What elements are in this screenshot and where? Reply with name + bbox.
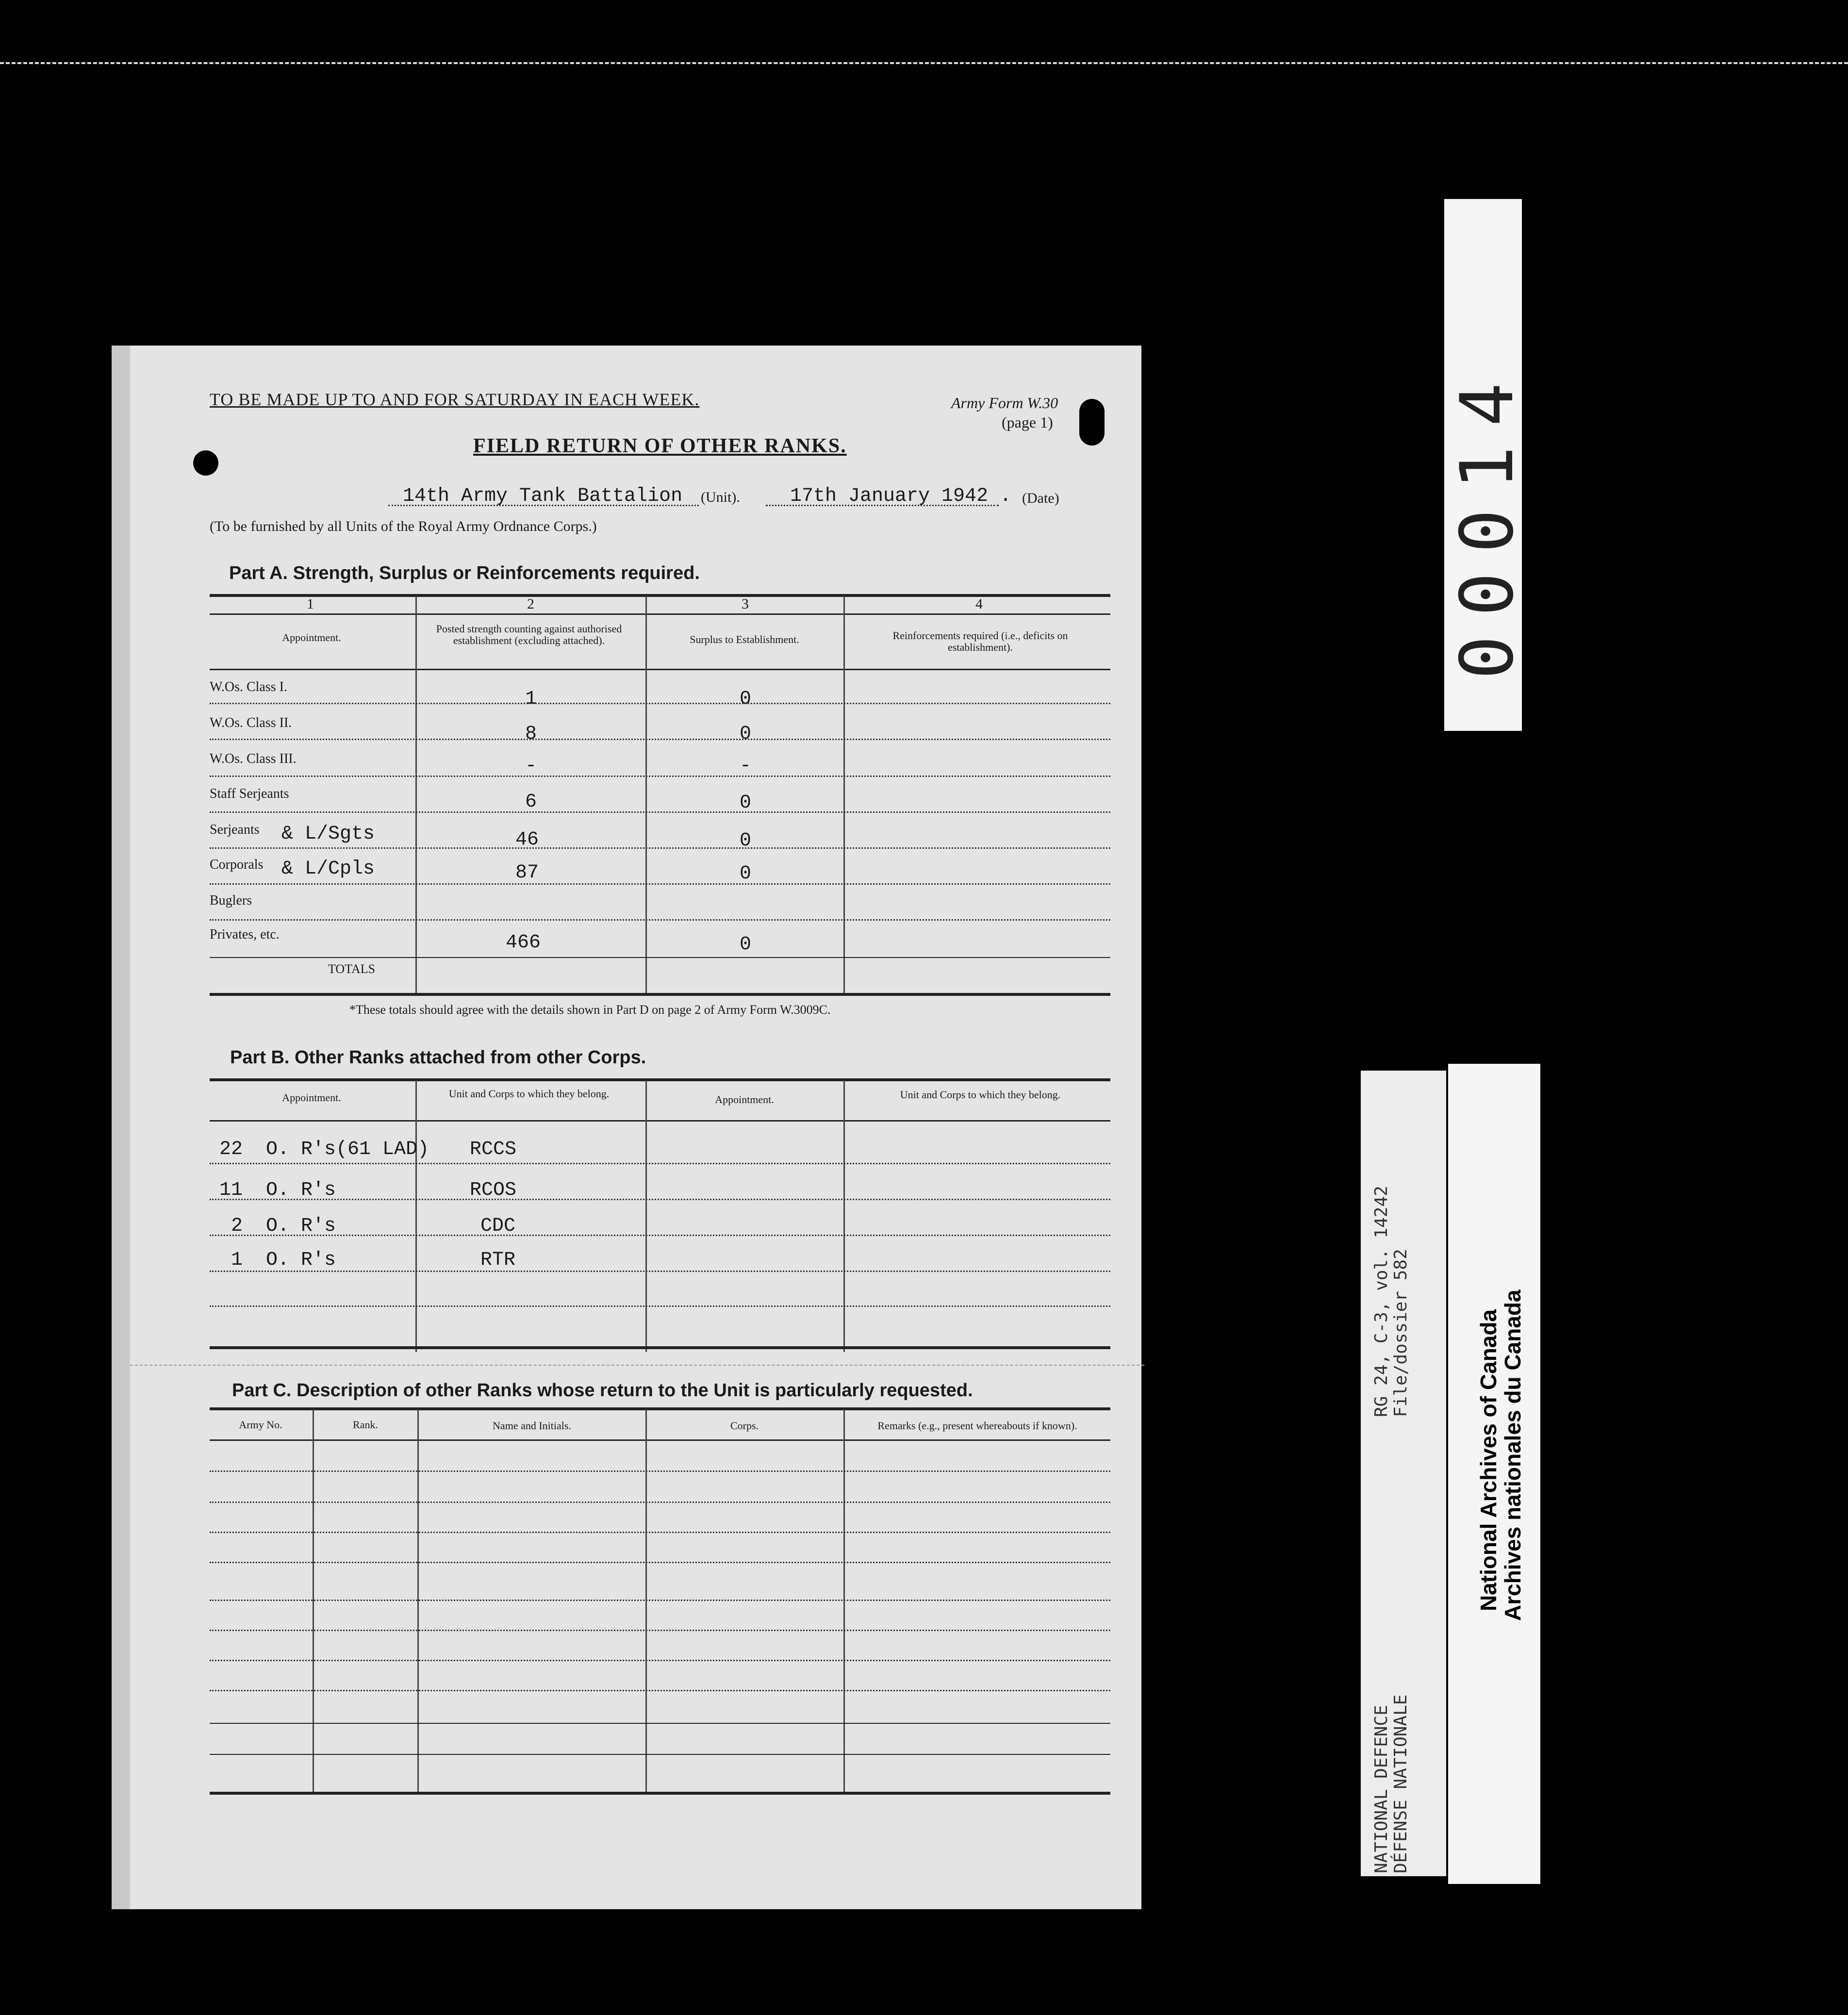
part-c-vline-1 <box>313 1409 314 1794</box>
part-b-row-rule <box>210 1305 1110 1307</box>
part-c-vline-4 <box>843 1409 845 1794</box>
part-b-appointment: 11 O. R's <box>219 1179 336 1201</box>
row-rule <box>210 811 1110 813</box>
row-rule <box>210 957 1110 958</box>
furnished-note: (To be furnished by all Units of the Royal Army Ordnance Corps.) <box>210 518 597 534</box>
defence-line-1: NATIONAL DEFENCE <box>1371 1705 1391 1873</box>
punch-hole-right <box>1079 399 1105 446</box>
surplus-value: 0 <box>740 688 752 710</box>
surplus-value: 0 <box>740 723 752 745</box>
row-rule <box>210 883 1110 885</box>
defence-line-2: DÉFENSE NATIONALE <box>1391 1694 1411 1873</box>
col-header-appointment: Appointment. <box>282 631 341 644</box>
part-b-appointment: 1 O. R's <box>231 1249 336 1271</box>
row-label: W.Os. Class II. <box>210 715 292 730</box>
row-label: Serjeants <box>210 822 260 837</box>
form-id: Army Form W.30 <box>951 394 1058 412</box>
part-b-row-rule <box>210 1271 1110 1272</box>
col-header-reinforcements: Reinforcements required (i.e., deficits on establishment). <box>892 629 1068 653</box>
part-b-row-rule <box>210 1199 1110 1200</box>
frame-number: 00014 <box>1445 363 1530 679</box>
part-a-vline-2 <box>645 596 647 995</box>
part-b-header-rule <box>210 1120 1110 1122</box>
part-b-appointment: 2 O. R's <box>231 1215 336 1237</box>
part-c-bottom-rule <box>210 1792 1110 1795</box>
date-value: 17th January 1942 . <box>790 485 1012 507</box>
page-title: FIELD RETURN OF OTHER RANKS. <box>473 435 847 457</box>
part-b-bottom-rule <box>210 1346 1110 1349</box>
strength-value: 87 <box>515 862 539 884</box>
part-b-top-rule <box>210 1078 1110 1081</box>
row-label: W.Os. Class III. <box>210 751 297 766</box>
part-b-heading: Part B. Other Ranks attached from other Corps. <box>230 1047 646 1068</box>
part-c-col-header-army-no: Army No. <box>239 1419 282 1431</box>
row-label: W.Os. Class I. <box>210 679 287 694</box>
part-c-top-rule <box>210 1407 1110 1410</box>
part-b-unit: CDC <box>480 1215 516 1237</box>
row-rule <box>210 919 1110 921</box>
part-c-row-rule <box>210 1630 1110 1631</box>
surplus-value: 0 <box>740 863 752 885</box>
row-label: Corporals <box>210 857 264 872</box>
row-rule <box>210 847 1110 849</box>
part-a-bottom-rule <box>210 993 1110 996</box>
weekly-note: TO BE MADE UP TO AND FOR SATURDAY IN EACH WEEK. <box>210 390 700 409</box>
part-b-vline-2 <box>645 1080 647 1352</box>
part-c-row-rule <box>210 1532 1110 1533</box>
part-b-unit: RCOS <box>470 1179 517 1201</box>
part-c-row-rule <box>210 1723 1110 1724</box>
part-a-heading: Part A. Strength, Surplus or Reinforcements required. <box>229 563 700 583</box>
part-b-unit: RTR <box>480 1249 516 1271</box>
part-a-vline-1 <box>415 596 417 995</box>
row-rule <box>210 739 1110 740</box>
part-c-row-rule <box>210 1562 1110 1563</box>
col-number-3: 3 <box>742 596 749 612</box>
surplus-value: 0 <box>740 792 752 814</box>
part-b-col-header-3: Appointment. <box>715 1093 774 1106</box>
part-c-row-rule <box>210 1754 1110 1755</box>
strength-value: 6 <box>525 791 537 813</box>
part-b-row-rule <box>210 1235 1110 1236</box>
strength-value: - <box>525 755 537 777</box>
part-c-col-header-name: Name and Initials. <box>493 1420 571 1432</box>
surplus-value: 0 <box>740 830 752 852</box>
col-header-posted-strength: Posted strength counting against authorised establishment (excluding attached). <box>436 623 622 646</box>
part-b-col-header-1: Appointment. <box>282 1091 341 1104</box>
archives-name-english: National Archives of Canada <box>1476 1309 1501 1611</box>
surplus-value: 0 <box>740 934 752 956</box>
part-a-header-rule <box>210 669 1110 670</box>
strength-value: 8 <box>525 723 537 745</box>
part-b-vline-3 <box>843 1080 845 1352</box>
totals-label: TOTALS <box>328 962 376 976</box>
part-c-heading: Part C. Description of other Ranks whose return to the Unit is particularly requested. <box>232 1380 973 1401</box>
part-c-col-header-rank: Rank. <box>353 1419 378 1431</box>
part-a-footnote: *These totals should agree with the details shown in Part D on page 2 of Army Form W.3009C. <box>349 1003 831 1017</box>
part-c-row-rule <box>210 1502 1110 1503</box>
archive-reference-line-1: RG 24, C-3, vol. 14242 <box>1371 1186 1391 1417</box>
col-number-2: 2 <box>527 596 534 612</box>
part-a-vline-3 <box>843 596 845 995</box>
part-b-col-header-2: Unit and Corps to which they belong. <box>448 1088 610 1100</box>
col-header-surplus: Surplus to Establishment. <box>690 633 799 645</box>
row-rule <box>210 776 1110 777</box>
date-label: (Date) <box>1022 490 1059 506</box>
part-c-vline-3 <box>645 1409 647 1794</box>
row-label: Buglers <box>210 893 252 908</box>
part-c-col-header-corps: Corps. <box>730 1420 759 1432</box>
part-a-number-rule <box>210 613 1110 615</box>
sheet-shadow-edge <box>112 346 130 1909</box>
part-c-row-rule <box>210 1690 1110 1691</box>
part-b-col-header-4: Unit and Corps to which they belong. <box>900 1089 1061 1101</box>
col-number-1: 1 <box>307 596 314 612</box>
part-c-col-header-remarks: Remarks (e.g., present whereabouts if known). <box>877 1420 1077 1432</box>
part-c-row-rule <box>210 1600 1110 1601</box>
punch-hole-left <box>193 450 218 476</box>
row-label: Staff Serjeants <box>210 786 289 801</box>
part-c-header-rule <box>210 1439 1110 1441</box>
surplus-value: - <box>740 755 752 777</box>
archives-name-french: Archives nationales du Canada <box>1500 1289 1525 1621</box>
row-handwritten-suffix: & L/Cpls <box>281 858 375 880</box>
form-page: (page 1) <box>1002 413 1053 431</box>
strength-value: 46 <box>515 829 539 851</box>
row-label: Privates, etc. <box>210 927 280 942</box>
part-c-row-rule <box>210 1470 1110 1472</box>
unit-value: 14th Army Tank Battalion <box>403 485 683 507</box>
col-number-4: 4 <box>975 596 983 612</box>
archive-reference-line-2: File/dossier 582 <box>1391 1249 1411 1417</box>
strength-value: 1 <box>525 688 537 710</box>
part-b-row-rule <box>210 1163 1110 1164</box>
row-rule <box>210 703 1110 704</box>
film-edge-line <box>0 62 1848 66</box>
fold-line <box>130 1365 1144 1366</box>
unit-label: (Unit). <box>701 489 740 505</box>
part-b-unit: RCCS <box>470 1139 517 1160</box>
strength-value: 466 <box>506 932 541 954</box>
part-c-row-rule <box>210 1660 1110 1661</box>
row-handwritten-suffix: & L/Sgts <box>281 823 375 845</box>
part-b-appointment: 22 O. R's(61 LAD) <box>219 1139 429 1160</box>
part-c-vline-2 <box>417 1409 419 1794</box>
part-b-vline-1 <box>415 1080 417 1352</box>
